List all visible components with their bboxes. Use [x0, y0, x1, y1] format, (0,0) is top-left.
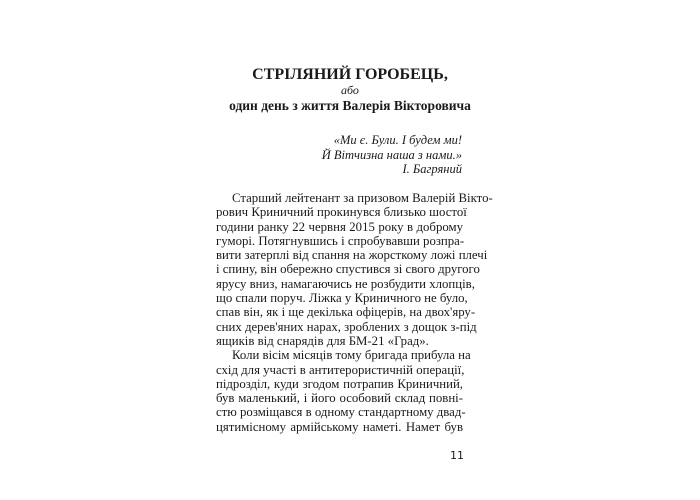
text-line: спав він, як і ще декілька офіцерів, на двох'яру- [216, 305, 476, 320]
text-line: що спали поруч. Ліжка у Криничного не було, [216, 291, 468, 306]
text-line: гуморі. Потягнувшись і спробувавши розпра- [216, 233, 465, 248]
page-number: 11 [450, 449, 464, 462]
chapter-conjunction: або [341, 83, 359, 97]
text-line: Коли вісім місяців тому бригада прибула на [232, 348, 471, 363]
text-line: підрозділ, куди згодом потрапив Криничний, [216, 376, 463, 391]
text-line: цятимісному армійському наметі. Намет був [216, 419, 463, 434]
chapter-subtitle: один день з життя Валерія Вікторовича [229, 98, 471, 113]
text-line: рович Криничний прокинувся близько шостої [216, 205, 467, 220]
text-line: був маленький, і його особовий склад повні- [216, 391, 463, 406]
text-line: Старший лейтенант за призовом Валерій Вікто- [232, 191, 493, 205]
body-text [216, 191, 493, 434]
text-line: схід для участі в антитерористичній операції, [216, 362, 465, 377]
epigraph-line: Й Вітчизна наша з нами.» [321, 147, 462, 162]
text-line: сних дерев'яних нарах, зроблених з дощок з-під [216, 319, 477, 334]
epigraph [322, 133, 462, 177]
epigraph-author: І. Багряний [402, 162, 462, 176]
text-line: стю розміщався в одному стандартному двад- [216, 405, 466, 420]
chapter-title: СТРІЛЯНИЙ ГОРОБЕЦЬ, [252, 66, 448, 83]
text-line: ярусу вниз, намагаючись не розбудити хлопців, [216, 276, 475, 291]
text-line: години ранку 22 червня 2015 року в доброму [216, 219, 463, 234]
text-line: ящиків від снарядів для БМ-21 «Град». [216, 333, 429, 348]
epigraph-line: «Ми є. Були. І будем ми! [333, 133, 462, 147]
text-line: і спину, він обережно спустився зі свого другого [216, 262, 480, 277]
text-line: вити затерплі від спання на жорсткому ложі плечі [216, 248, 488, 263]
